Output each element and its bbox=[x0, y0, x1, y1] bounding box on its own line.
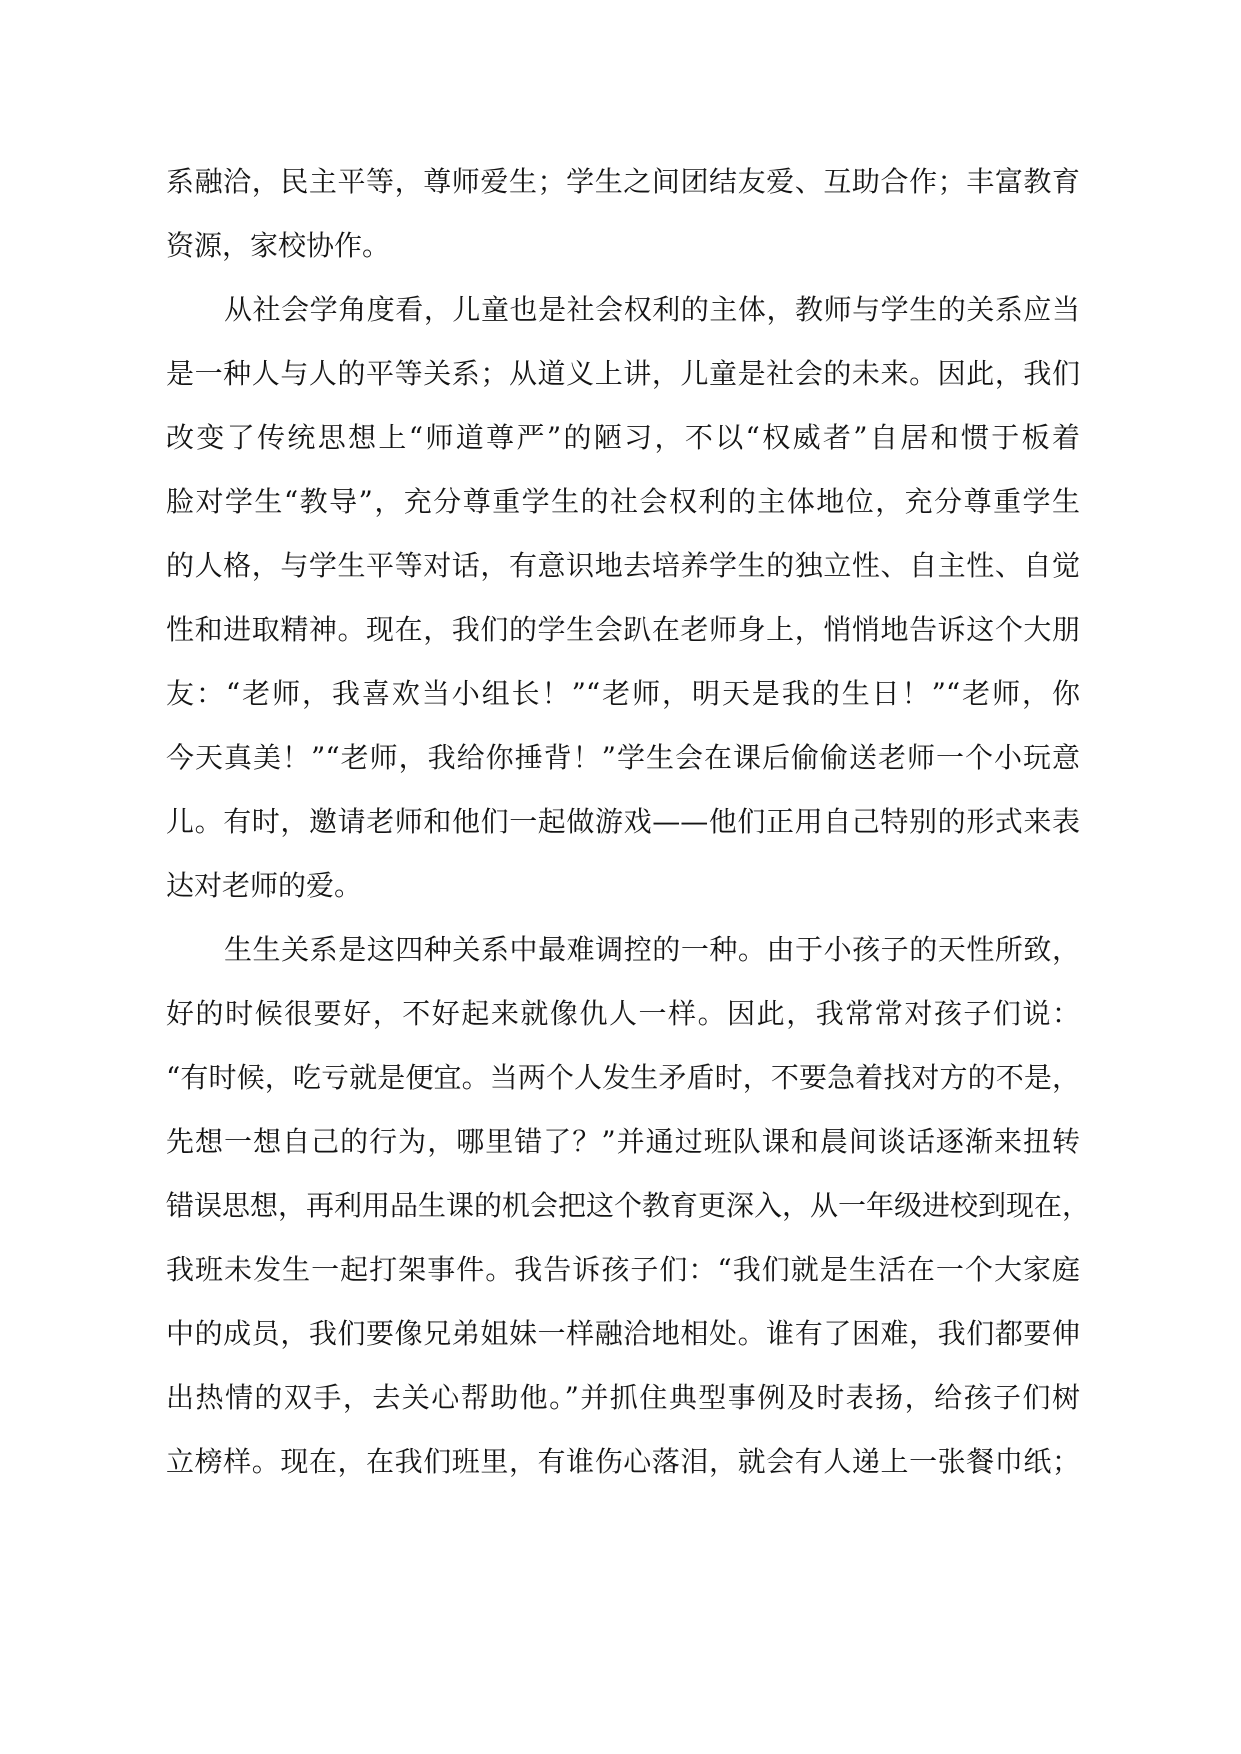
text-line: 达对老师的爱。 bbox=[166, 869, 363, 902]
text-line: 从社会学角度看，儿童也是社会权利的主体，教师与学生的关系应当 bbox=[224, 293, 1080, 326]
text-line: 生生关系是这四种关系中最难调控的一种。由于小孩子的天性所致， bbox=[224, 933, 1080, 966]
text-line: 是一种人与人的平等关系；从道义上讲，儿童是社会的未来。因此，我们 bbox=[166, 357, 1080, 390]
text-line: 友：“老师，我喜欢当小组长！”“老师，明天是我的生日！”“老师，你 bbox=[166, 677, 1080, 710]
text-line: 改变了传统思想上“师道尊严”的陋习，不以“权威者”自居和惯于板着 bbox=[166, 421, 1080, 454]
text-line: 好的时候很要好，不好起来就像仇人一样。因此，我常常对孩子们说： bbox=[166, 997, 1080, 1030]
text-line: “有时候，吃亏就是便宜。当两个人发生矛盾时，不要急着找对方的不是， bbox=[166, 1061, 1080, 1094]
body-text bbox=[166, 150, 1091, 1494]
text-line: 系融洽，民主平等，尊师爱生；学生之间团结友爱、互助合作；丰富教育 bbox=[166, 165, 1080, 198]
text-line: 的人格，与学生平等对话，有意识地去培养学生的独立性、自主性、自觉 bbox=[166, 549, 1080, 582]
text-line: 脸对学生“教导”，充分尊重学生的社会权利的主体地位，充分尊重学生 bbox=[166, 485, 1080, 518]
text-line: 今天真美！”“老师，我给你捶背！”学生会在课后偷偷送老师一个小玩意 bbox=[166, 741, 1080, 774]
text-line: 性和进取精神。现在，我们的学生会趴在老师身上，悄悄地告诉这个大朋 bbox=[166, 613, 1080, 646]
text-line: 资源，家校协作。 bbox=[166, 229, 391, 262]
text-line: 儿。有时，邀请老师和他们一起做游戏——他们正用自己特别的形式来表 bbox=[166, 805, 1080, 838]
text-line: 立榜样。现在，在我们班里，有谁伤心落泪，就会有人递上一张餐巾纸； bbox=[166, 1445, 1080, 1478]
text-line: 错误思想，再利用品生课的机会把这个教育更深入，从一年级进校到现在， bbox=[166, 1189, 1091, 1222]
text-line: 先想一想自己的行为，哪里错了？”并通过班队课和晨间谈话逐渐来扭转 bbox=[166, 1125, 1080, 1158]
text-line: 中的成员，我们要像兄弟姐妹一样融洽地相处。谁有了困难，我们都要伸 bbox=[166, 1317, 1080, 1350]
text-line: 我班未发生一起打架事件。我告诉孩子们：“我们就是生活在一个大家庭 bbox=[166, 1253, 1080, 1286]
text-line: 出热情的双手，去关心帮助他。”并抓住典型事例及时表扬，给孩子们树 bbox=[166, 1381, 1080, 1414]
